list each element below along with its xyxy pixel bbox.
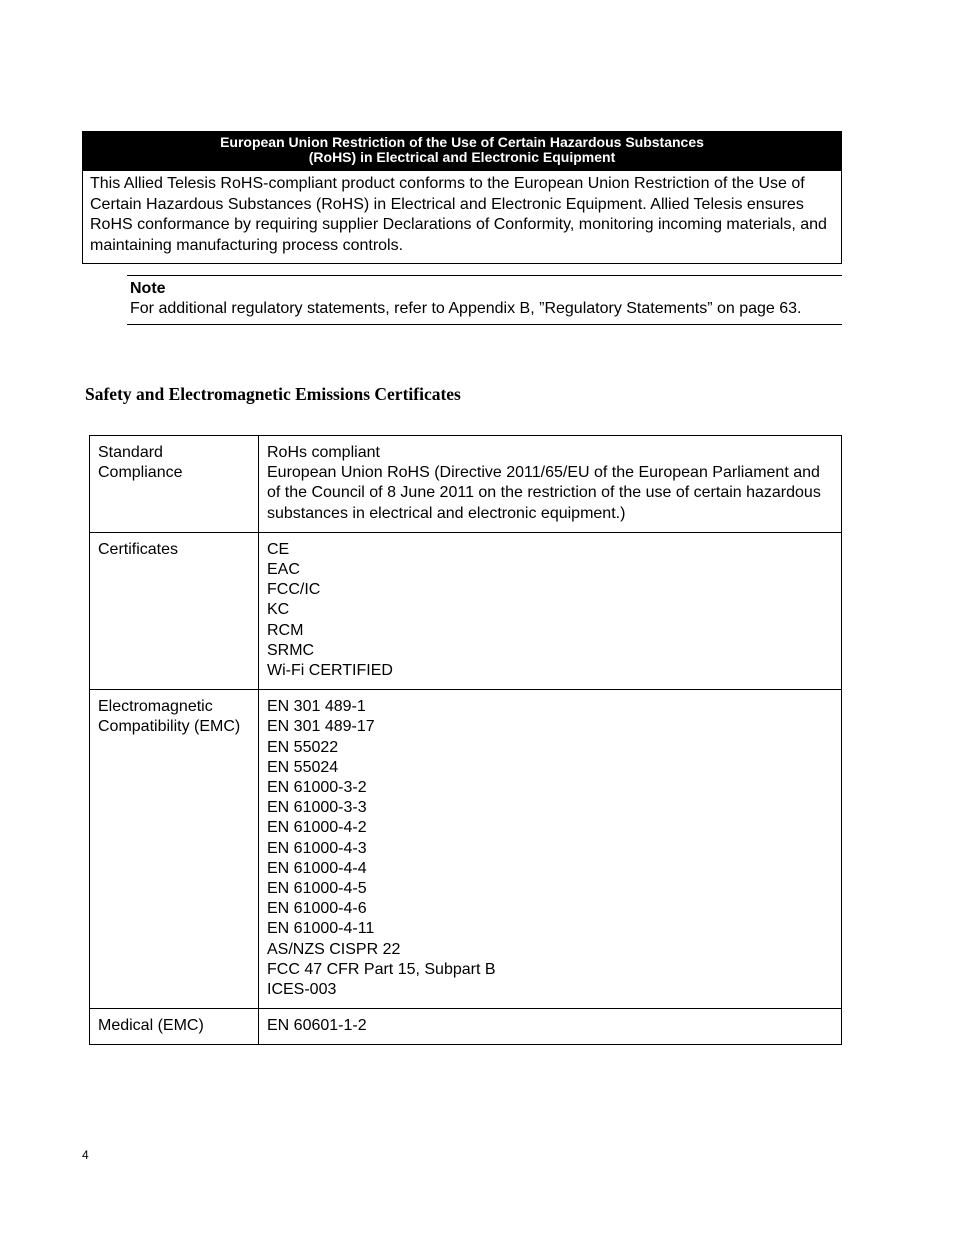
table-row xyxy=(90,1009,842,1045)
value-line: EN 61000-4-4 xyxy=(267,859,367,877)
value-line: EN 55024 xyxy=(267,758,339,776)
value-line: FCC/IC xyxy=(267,581,321,599)
value-line: EN 61000-4-6 xyxy=(267,900,367,918)
table-row xyxy=(90,436,842,533)
row-value xyxy=(259,532,842,689)
row-label: Standard Compliance xyxy=(90,436,259,533)
row-label: Certificates xyxy=(90,532,259,689)
value-line: European Union RoHS (Directive 2011/65/EU of the European Parliament and of the Council of 8 June 2011 on the restriction of the use of certain hazardous substances in electrical and electronic equipment.) xyxy=(267,464,821,522)
table-row xyxy=(90,532,842,689)
value-line: CE xyxy=(267,540,290,558)
value-line: EN 301 489-1 xyxy=(267,698,366,716)
rohs-title-line2: (RoHS) in Electrical and Electronic Equipment xyxy=(308,149,616,165)
value-line: RoHs compliant xyxy=(267,444,380,461)
note-text: For additional regulatory statements, refer to Appendix B, ”Regulatory Statements” on page 63. xyxy=(130,300,802,317)
value-line: EN 301 489-17 xyxy=(267,718,375,736)
note-box xyxy=(127,275,842,325)
rohs-notice-body: This Allied Telesis RoHS-compliant product conforms to the European Union Restriction of the Use of Certain Hazardous Substances (RoHS) in Electrical and Electronic Equipment. Allied Telesis ensures RoHS conformance by requiring supplier Declarations of Conformity, monitoring incoming materials, and maintaining manufacturing process controls. xyxy=(90,175,827,254)
value-line: FCC 47 CFR Part 15, Subpart B xyxy=(267,960,496,978)
rohs-notice-box xyxy=(82,131,842,264)
row-value xyxy=(259,1009,842,1045)
value-line: Wi-Fi CERTIFIED xyxy=(267,662,393,680)
certificates-table xyxy=(89,435,842,1045)
value-line: ICES-003 xyxy=(267,981,337,999)
row-value xyxy=(259,436,842,533)
rohs-notice-header xyxy=(83,132,841,171)
value-line: SRMC xyxy=(267,641,315,659)
value-line: EN 61000-4-11 xyxy=(267,920,375,938)
value-line: EN 60601-1-2 xyxy=(267,1017,367,1035)
value-line: KC xyxy=(267,601,290,619)
section-title: Safety and Electromagnetic Emissions Certificates xyxy=(85,384,461,404)
value-line: EN 61000-3-2 xyxy=(267,779,367,797)
value-line: EAC xyxy=(267,561,300,579)
page-number: 4 xyxy=(82,1148,89,1162)
value-line: EN 61000-3-3 xyxy=(267,799,367,817)
value-line: EN 61000-4-3 xyxy=(267,839,367,857)
note-title: Note xyxy=(130,280,166,297)
row-label: Medical (EMC) xyxy=(90,1009,259,1045)
value-line: RCM xyxy=(267,621,304,639)
value-line: EN 61000-4-5 xyxy=(267,880,367,898)
row-label: Electromagnetic Compatibility (EMC) xyxy=(90,690,259,1009)
value-line: AS/NZS CISPR 22 xyxy=(267,940,401,958)
table-row xyxy=(90,690,842,1009)
value-line: EN 55022 xyxy=(267,738,339,756)
row-value xyxy=(259,690,842,1009)
rohs-title-line1: European Union Restriction of the Use of Certain Hazardous Substances xyxy=(220,134,704,150)
value-line: EN 61000-4-2 xyxy=(267,819,367,837)
